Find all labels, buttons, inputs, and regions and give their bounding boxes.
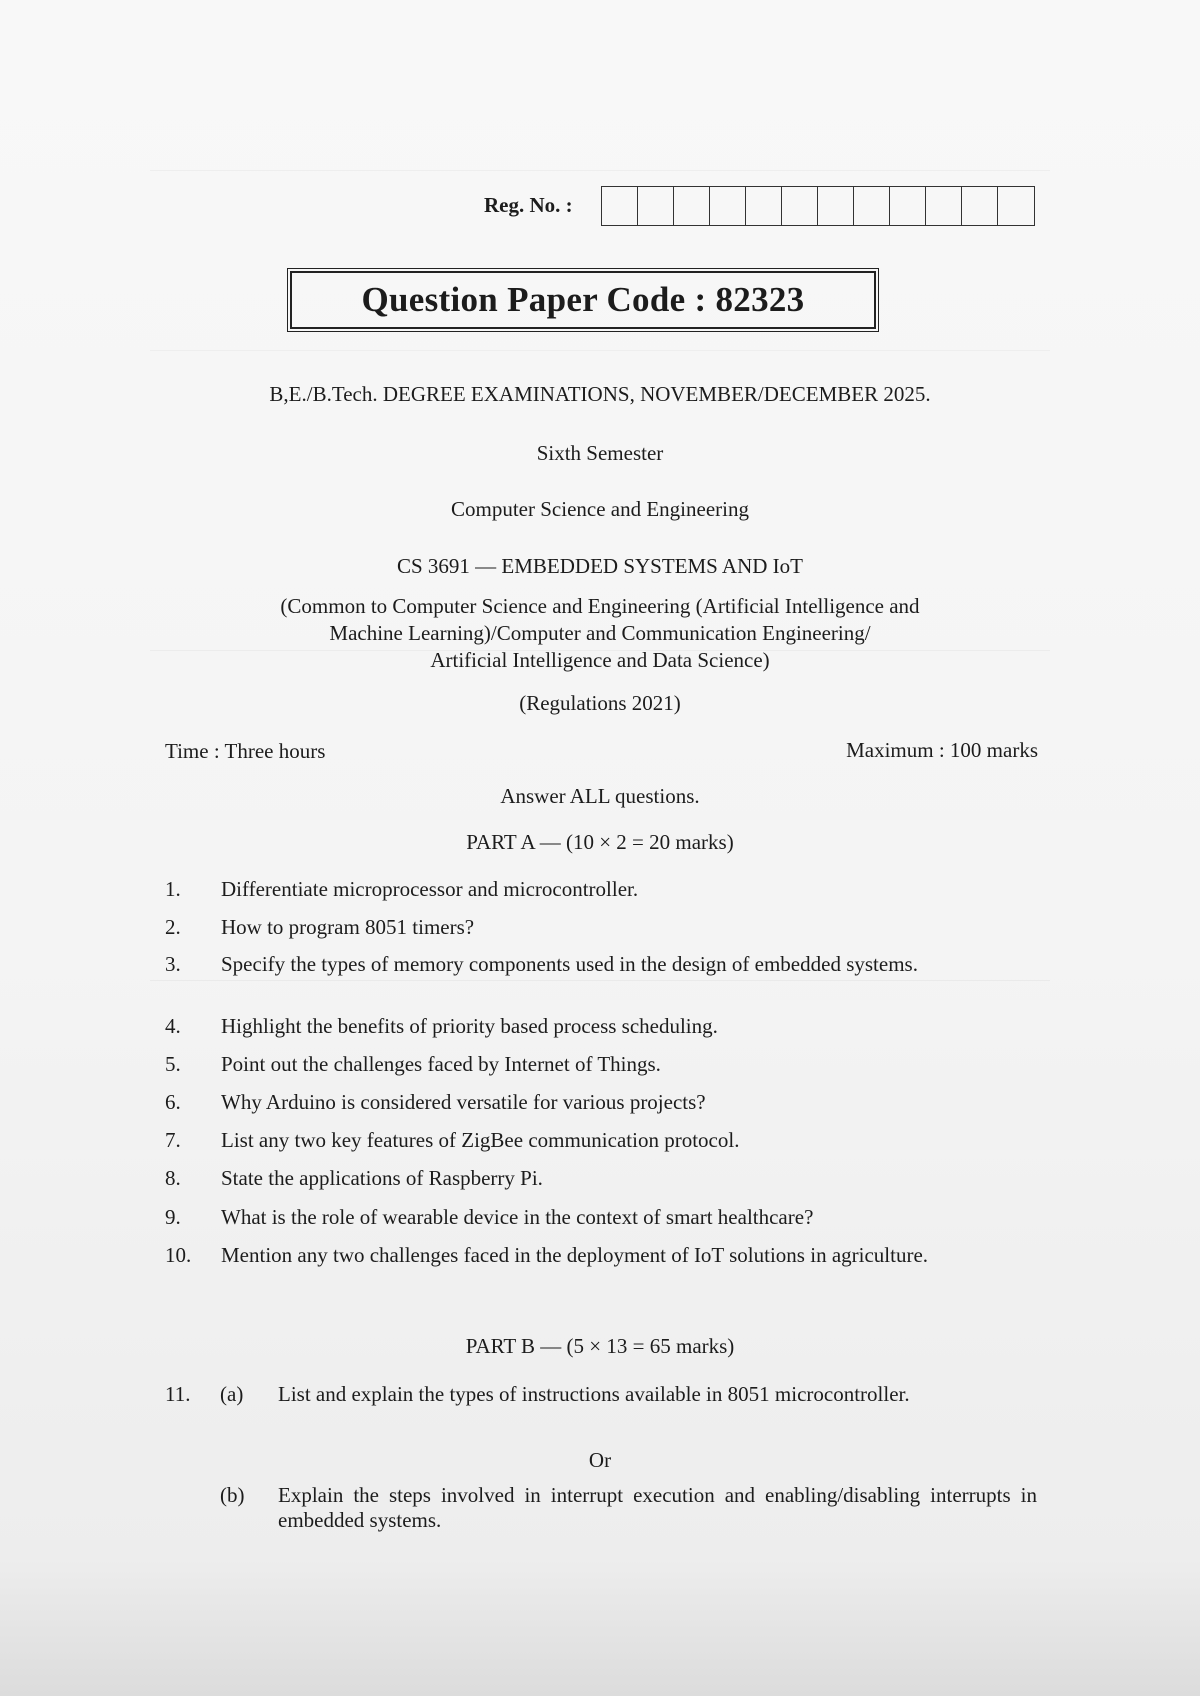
- reg-no-boxes[interactable]: [601, 186, 1035, 226]
- regulations: (Regulations 2021): [519, 691, 681, 715]
- department: Computer Science and Engineering: [451, 497, 749, 521]
- question-number: 11.: [165, 1382, 191, 1406]
- subquestion-text: List and explain the types of instructions available in 8051 microcontroller.: [278, 1382, 910, 1406]
- scan-artifact: [150, 350, 1050, 351]
- reg-no-box[interactable]: [782, 187, 818, 225]
- reg-no-box[interactable]: [962, 187, 998, 225]
- common-to-line-1: (Common to Computer Science and Engineering (Artificial Intelligence and: [280, 594, 920, 618]
- scan-artifact: [150, 170, 1050, 171]
- part-b-heading: PART B — (5 × 13 = 65 marks): [465, 1334, 735, 1358]
- question-number: 4.: [165, 1014, 181, 1038]
- subquestion-label: (a): [220, 1382, 244, 1406]
- or-separator: Or: [588, 1448, 612, 1472]
- subquestion-label: (b): [220, 1483, 245, 1507]
- question-number: 1.: [165, 877, 181, 901]
- question-number: 5.: [165, 1052, 181, 1076]
- question-text: State the applications of Raspberry Pi.: [221, 1166, 543, 1190]
- exam-title: B,E./B.Tech. DEGREE EXAMINATIONS, NOVEMBER/DECEMBER 2025.: [269, 382, 931, 406]
- question-text: How to program 8051 timers?: [221, 915, 475, 939]
- scan-artifact: [150, 980, 1050, 981]
- question-text: Specify the types of memory components used in the design of embedded systems.: [221, 952, 918, 976]
- question-number: 7.: [165, 1128, 181, 1152]
- common-to-line-2: Machine Learning)/Computer and Communication Engineering/: [329, 621, 871, 645]
- exam-duration: Time : Three hours: [165, 739, 326, 763]
- question-number: 8.: [165, 1166, 181, 1190]
- question-text: Highlight the benefits of priority based process scheduling.: [221, 1014, 718, 1038]
- common-to-line-3: Artificial Intelligence and Data Science): [430, 648, 770, 672]
- question-paper-code: Question Paper Code : 82323: [290, 271, 876, 329]
- reg-no-box[interactable]: [674, 187, 710, 225]
- course-title: CS 3691 — EMBEDDED SYSTEMS AND IoT: [396, 554, 804, 578]
- reg-no-box[interactable]: [818, 187, 854, 225]
- maximum-marks: Maximum : 100 marks: [846, 738, 1038, 762]
- reg-no-box[interactable]: [746, 187, 782, 225]
- question-number: 3.: [165, 952, 181, 976]
- question-text: What is the role of wearable device in the context of smart healthcare?: [221, 1205, 814, 1229]
- instruction: Answer ALL questions.: [500, 784, 700, 808]
- semester: Sixth Semester: [536, 441, 664, 465]
- question-number: 10.: [165, 1243, 192, 1267]
- question-text: Point out the challenges faced by Internet of Things.: [221, 1052, 661, 1076]
- reg-no-box[interactable]: [638, 187, 674, 225]
- question-number: 9.: [165, 1205, 181, 1229]
- subquestion-text: Explain the steps involved in interrupt execution and enabling/disabling interrupts in embedded systems.: [278, 1483, 1037, 1532]
- question-text: Why Arduino is considered versatile for various projects?: [221, 1090, 706, 1114]
- part-a-heading: PART A — (10 × 2 = 20 marks): [466, 830, 734, 854]
- reg-no-box[interactable]: [926, 187, 962, 225]
- question-text: List any two key features of ZigBee communication protocol.: [221, 1128, 740, 1152]
- question-text: Mention any two challenges faced in the deployment of IoT solutions in agriculture.: [221, 1243, 929, 1267]
- reg-no-box[interactable]: [854, 187, 890, 225]
- question-text: Differentiate microprocessor and microcontroller.: [221, 877, 639, 901]
- reg-no-box[interactable]: [602, 187, 638, 225]
- reg-no-box[interactable]: [710, 187, 746, 225]
- reg-no-box[interactable]: [890, 187, 926, 225]
- reg-no-box[interactable]: [998, 187, 1034, 225]
- question-number: 6.: [165, 1090, 181, 1114]
- question-number: 2.: [165, 915, 181, 939]
- reg-no-label: Reg. No. :: [484, 193, 573, 217]
